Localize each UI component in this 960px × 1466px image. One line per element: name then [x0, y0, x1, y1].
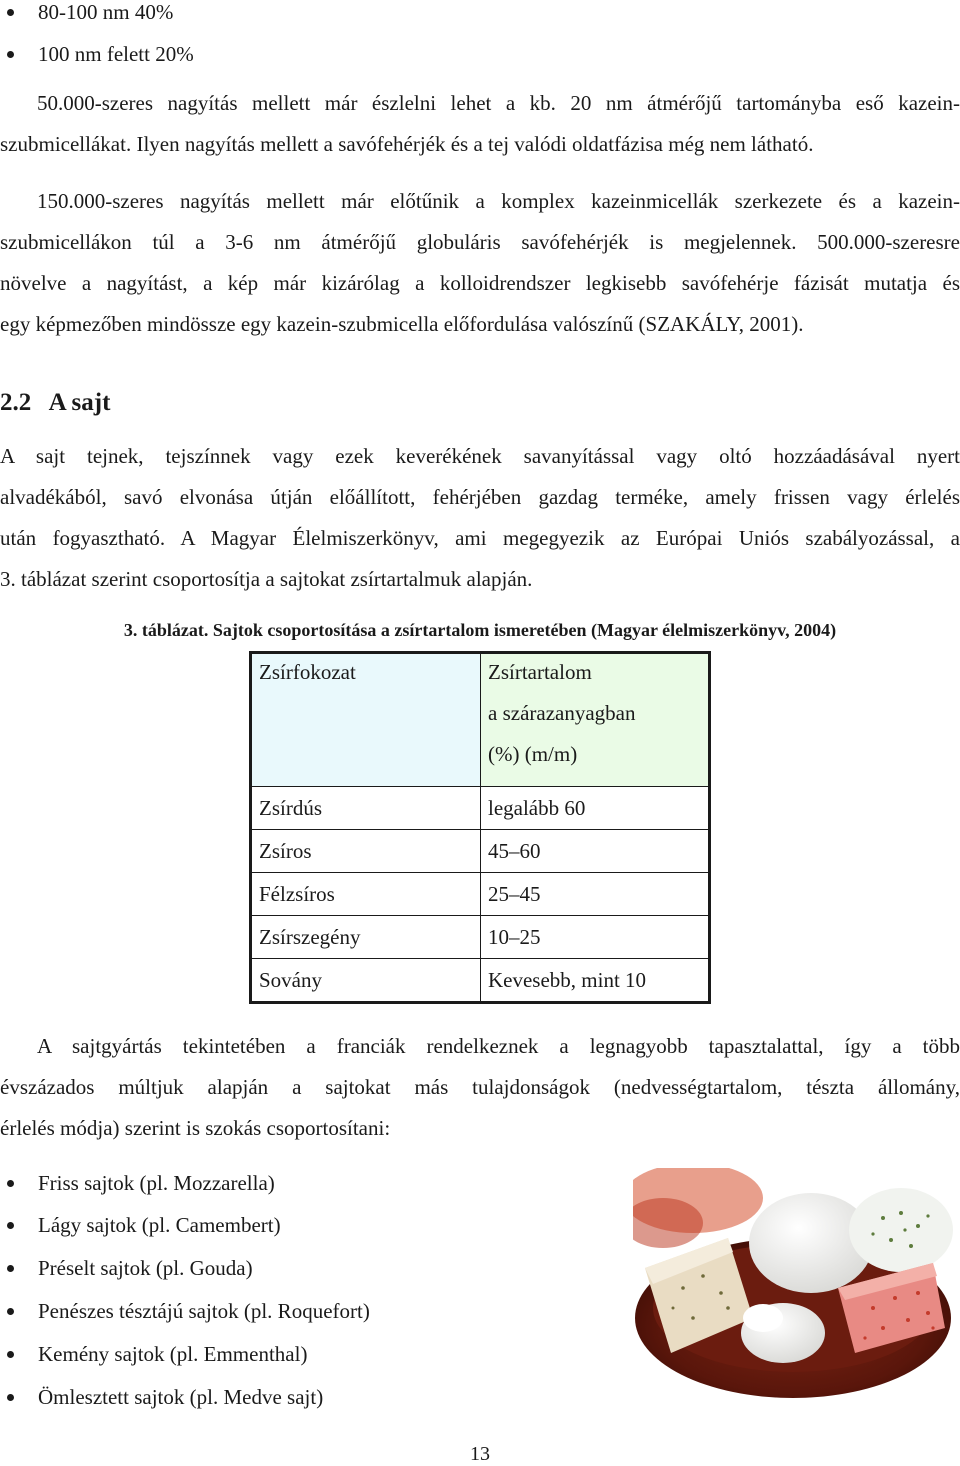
bullet-icon [7, 1265, 14, 1272]
paragraph-line: szubmicellákat. Ilyen nagyítás mellett a savófehérjék és a tej valódi oldatfázisa még nem látható. [0, 132, 814, 156]
table-caption: 3. táblázat. Sajtok csoportosítása a zsírtartalom ismeretében (Magyar élelmiszerkönyv, 2004) [123, 620, 837, 640]
bullet-icon [7, 1308, 14, 1315]
table-header-cell [481, 653, 710, 787]
table-cell: 25–45 [481, 873, 710, 916]
table-cell: 45–60 [481, 830, 710, 873]
list-item-text: Kemény sajtok (pl. Emmenthal) [38, 1342, 308, 1366]
header-line: a szárazanyagban [488, 701, 636, 725]
paragraph-line: 3. táblázat szerint csoportosítja a sajtokat zsírtartalmuk alapján. [0, 567, 533, 591]
bullet-icon [7, 1394, 14, 1401]
bullet-icon [7, 1222, 14, 1229]
table-row [251, 873, 710, 916]
section-heading: 2.2 A sajt [0, 389, 111, 416]
bullet-icon [7, 9, 14, 16]
table-header-row [251, 653, 710, 787]
header-line: Zsírtartalom [488, 660, 592, 684]
table-cell: Zsíros [251, 830, 481, 873]
bullet-icon [7, 1351, 14, 1358]
table-row [251, 787, 710, 830]
table-header-cell: Zsírfokozat [251, 653, 481, 787]
table-row [251, 959, 710, 1003]
paragraph-line: 150.000-szeres nagyítás mellett már előtűnik a komplex kazeinmicellák szerkezete és a kazein- [37, 189, 960, 213]
paragraph-line: egy képmezőben mindössze egy kazein-szubmicella előfordulása valószínű (SZAKÁLY, 2001). [0, 312, 804, 336]
cheese-platter-image [633, 1168, 953, 1402]
list-item-text: Ömlesztett sajtok (pl. Medve sajt) [38, 1385, 324, 1409]
list-item-text: Friss sajtok (pl. Mozzarella) [38, 1171, 275, 1195]
bullet-icon [7, 1180, 14, 1187]
table-cell: legalább 60 [481, 787, 710, 830]
page-number: 13 [470, 1443, 490, 1465]
table-row [251, 916, 710, 959]
table-cell: Kevesebb, mint 10 [481, 959, 710, 1003]
fat-content-table [249, 651, 711, 1004]
list-item-text: 80-100 nm 40% [38, 0, 174, 24]
paragraph-line: évszázados múltjuk alapján a sajtokat más tulajdonságok (nedvességtartalom, tészta állomány, [0, 1075, 960, 1099]
paragraph-line: érlelés módja) szerint is szokás csoportosítani: [0, 1116, 391, 1140]
table-cell: Félzsíros [251, 873, 481, 916]
paragraph-line: szubmicellákon túl a 3-6 nm átmérőjű globuláris savófehérjék is megjelennek. 500.000-szeresre [0, 230, 960, 254]
list-item-text: Préselt sajtok (pl. Gouda) [38, 1256, 253, 1280]
table-cell: 10–25 [481, 916, 710, 959]
bullet-icon [7, 51, 14, 58]
paragraph-line: alvadékából, savó elvonása útján előállított, fehérjében gazdag terméke, amely frissen vagy érlelés [0, 485, 960, 509]
paragraph-line: A sajtgyártás tekintetében a franciák rendelkeznek a legnagyobb tapasztalattal, így a több [37, 1034, 960, 1058]
paragraph-line: után fogyasztható. A Magyar Élelmiszerkönyv, ami megegyezik az Európai Uniós szabályozással, a [0, 526, 960, 550]
paragraph-line: 50.000-szeres nagyítás mellett már észlelni lehet a kb. 20 nm átmérőjű tartományba eső kazein- [37, 91, 960, 115]
list-item-text: Lágy sajtok (pl. Camembert) [38, 1213, 281, 1237]
table-cell: Sovány [251, 959, 481, 1003]
list-item-text: Penészes tésztájú sajtok (pl. Roquefort) [38, 1299, 370, 1323]
table-cell: Zsírdús [251, 787, 481, 830]
list-item-text: 100 nm felett 20% [38, 42, 194, 66]
table-cell: Zsírszegény [251, 916, 481, 959]
paragraph-line: A sajt tejnek, tejszínnek vagy ezek keverékének savanyítással vagy oltó hozzáadásával nyert [0, 444, 960, 468]
table-row [251, 830, 710, 873]
header-line: (%) (m/m) [488, 742, 578, 766]
paragraph-line: növelve a nagyítást, a kép már kizárólag a kolloidrendszer legkisebb savófehérje fázisát mutatja és [0, 271, 960, 295]
